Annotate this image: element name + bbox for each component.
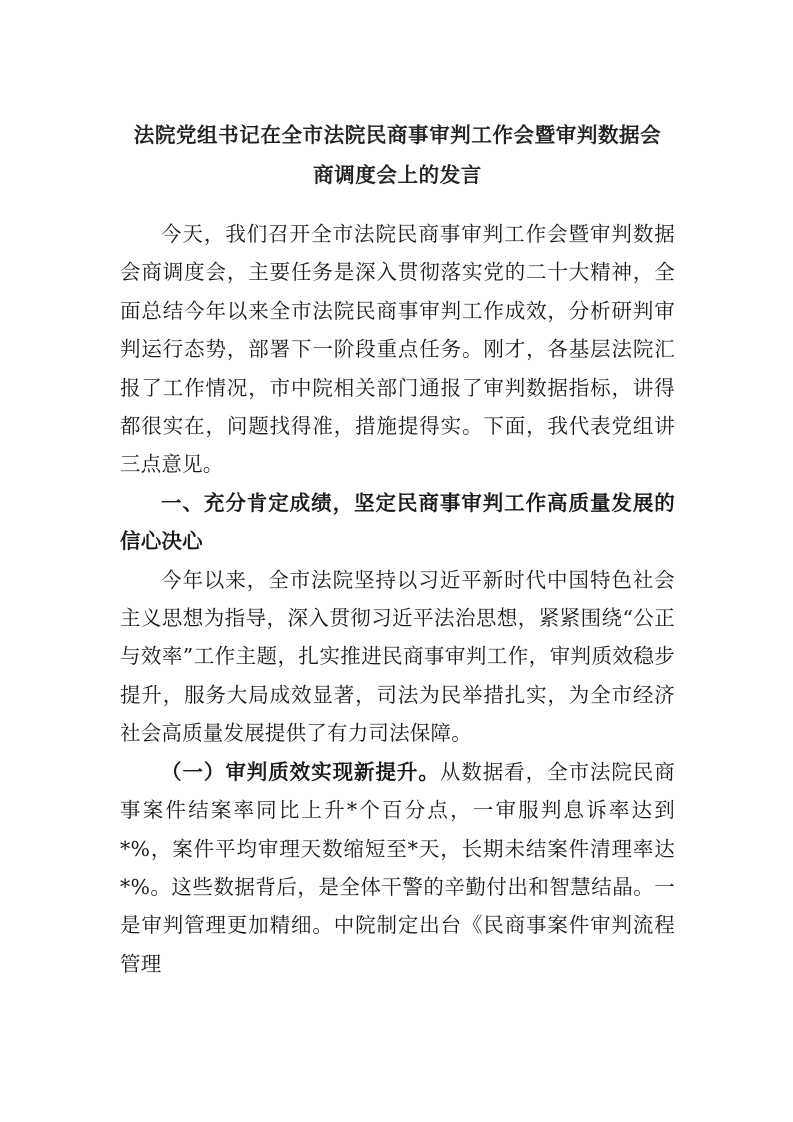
opening-paragraph: 今天，我们召开全市法院民商事审判工作会暨审判数据会商调度会，主要任务是深入贯彻落实党的二十大精神，全面总结今年以来全市法院民商事审判工作成效，分析研判审判运行态势，部署下一阶段重点任务。刚才，各基层法院汇报了工作情况，市中院相关部门通报了审判数据指标，讲得都很实在，问题找得准，措施提得实。下面，我代表党组讲三点意见。: [120, 222, 675, 477]
title-line-2: 商调度会上的发言: [313, 163, 482, 187]
title-line-1: 法院党组书记在全市法院民商事审判工作会暨审判数据会: [133, 123, 662, 147]
subsection-1-heading: （一）审判质效实现新提升。: [161, 759, 440, 784]
document-title: [120, 115, 675, 195]
section-1-paragraph: 今年以来，全市法院坚持以习近平新时代中国特色社会主义思想为指导，深入贯彻习近平法治思想，紧紧围绕“公正与效率”工作主题，扎实推进民商事审判工作，审判质效稳步提升，服务大局成效显著，司法为民举措扎实，为全市经济社会高质量发展提供了有力司法保障。: [120, 567, 675, 746]
subsection-1-paragraph: [120, 753, 675, 983]
subsection-1-body: 从数据看，全市法院民商事案件结案率同比上升*个百分点，一审服判息诉率达到*%，案件平均审理天数缩短至*天，长期未结案件清理率达*%。这些数据背后，是全体干警的辛勤付出和智慧结晶。一是审判管理更加精细。中院制定出台《民商事案件审判流程管理: [120, 759, 676, 976]
section-heading-1: 一、充分肯定成绩，坚定民商事审判工作高质量发展的信心决心: [120, 490, 675, 554]
document-page: [120, 115, 675, 983]
